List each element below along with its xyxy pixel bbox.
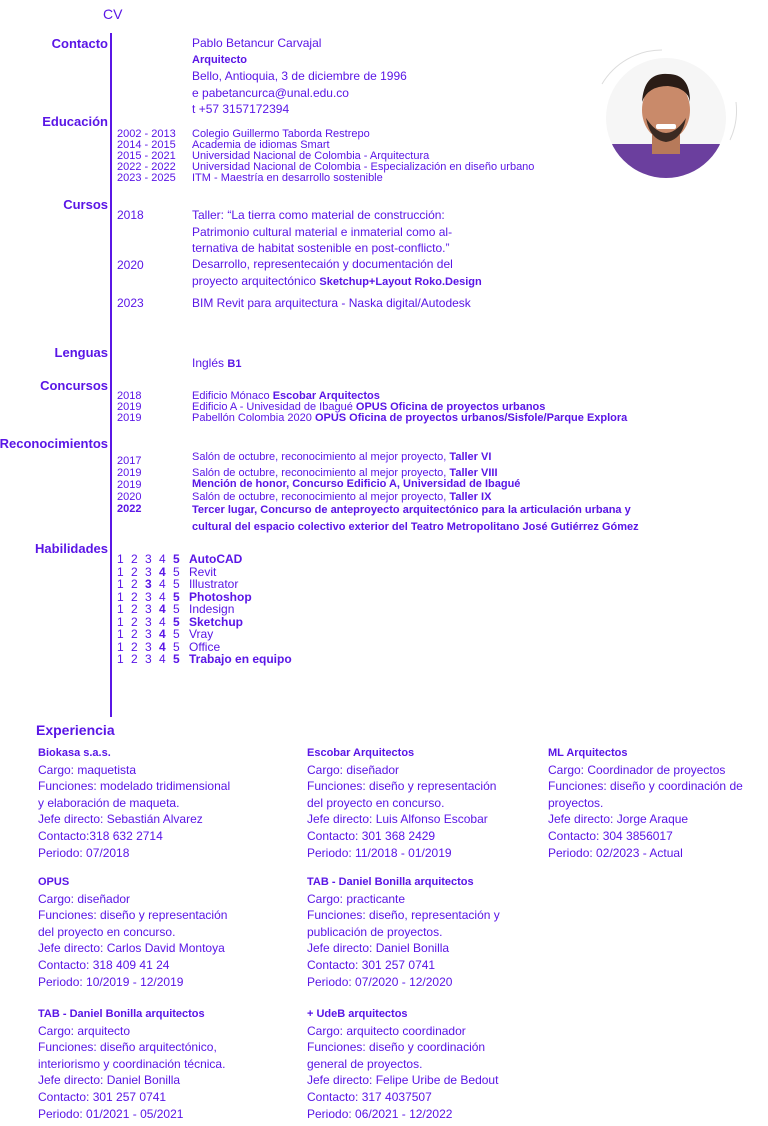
skill-name: Indesign [189,602,235,616]
skill-scale-number: 4 [159,602,166,616]
award-desc: Mención de honor, Concurso Edificio A, Universidad de Ibagué [192,478,521,490]
contest-desc [192,413,627,424]
award-project: Taller VI [449,451,492,463]
skill-scale-number: 4 [159,639,166,654]
experience-detail: Cargo: practicante [307,891,406,906]
experience-detail: Jefe directo: Sebastián Alvarez [38,812,203,827]
skill-scale-number: 5 [173,577,180,591]
contest-org: OPUS Oficina de proyectos urbanos/Sisfole/Parque Explora [314,412,628,424]
experience-detail: Funciones: diseño y representación [38,908,228,923]
experience-detail: Cargo: arquitecto coordinador [307,1023,466,1038]
experience-item [38,1006,225,1122]
skill-scale-number: 1 [117,589,124,604]
skill-name: Sketchup [189,614,244,629]
course-year: 2018 [117,208,144,222]
skill-row [117,566,216,578]
skill-scale-number: 5 [173,639,180,654]
course-line [192,273,482,291]
contest-text: Edificio A - Univesidad de Ibagué [192,401,353,413]
skill-name: Trabajo en equipo [189,652,292,666]
skill-row [117,641,220,653]
skill-row [117,591,252,603]
experience-company: Biokasa s.a.s. [38,747,111,759]
course-line: Patrimonio cultural material e inmaterial como al- [192,225,453,239]
contest-year: 2019 [117,401,142,413]
experience-detail: Periodo: 07/2020 - 12/2020 [307,974,453,989]
award-text: Concurso de anteproyecto arquitectónico para la articulación urbana y [260,504,631,516]
skill-name: AutoCAD [189,552,243,566]
contest-org: Escobar Arquitectos [272,390,380,402]
experience-detail: y elaboración de maqueta. [38,795,180,810]
contact-email-row [192,85,349,102]
skill-name: Revit [189,564,217,579]
award-year: 2019 [117,467,142,479]
experience-company: TAB - Daniel Bonilla arquitectos [307,876,474,888]
experience-item [38,874,227,990]
award-desc-continued: cultural del espacio colectivo exterior del Teatro Metropolitano José Gutiérrez Gómez [192,521,639,533]
contest-year: 2018 [117,390,142,402]
experience-detail: Cargo: diseñador [307,762,400,777]
section-contacto: Contacto [51,36,108,51]
section-reconocimientos: Reconocimientos [0,436,108,451]
experience-detail: del proyecto en concurso. [38,924,176,939]
section-educacion: Educación [42,114,108,129]
skill-scale-number: 2 [131,627,138,641]
award-year: 2022 [117,503,142,515]
course-line: Desarrollo, representecaión y documentación del [192,257,453,271]
skill-scale-number: 1 [117,602,124,616]
experience-item [548,745,743,861]
experience-item [307,1006,498,1122]
skill-scale-number: 4 [159,627,166,641]
experience-detail: Jefe directo: Jorge Araque [548,812,689,827]
contact-email[interactable]: pabetancurca@unal.edu.co [202,86,349,100]
experience-company: TAB - Daniel Bonilla arquitectos [38,1008,205,1020]
section-cursos: Cursos [63,197,108,212]
award-project: Taller IX [449,491,492,503]
experience-detail: Contacto: 301 257 0741 [307,957,436,972]
course-text: proyecto arquitectónico [192,274,317,288]
course-line: BIM Revit para arquitectura - Naska digital/Autodesk [192,296,471,310]
skill-scale-number: 2 [131,589,138,604]
experience-detail: Funciones: diseño y representación [307,779,497,794]
skill-row [117,616,243,628]
course-year: 2020 [117,258,144,272]
skill-scale-number: 2 [131,614,138,629]
experience-detail: Periodo: 01/2021 - 05/2021 [38,1106,184,1121]
education-years: 2015 - 2021 [117,150,176,162]
skill-scale-number: 2 [131,602,138,616]
skill-scale-number: 3 [145,614,152,629]
section-lenguas: Lenguas [54,345,108,360]
award-year: 2020 [117,491,142,503]
skill-name: Office [189,639,221,654]
skill-scale-number: 5 [173,552,180,566]
award-desc [192,452,491,463]
skill-scale-number: 3 [145,577,152,591]
section-habilidades: Habilidades [35,541,108,556]
experience-detail: Cargo: diseñador [38,891,131,906]
contest-year: 2019 [117,412,142,424]
skill-scale-number: 4 [159,614,166,629]
course-line: Taller: “La tierra como material de construcción: [192,208,445,222]
skill-scale-number: 5 [173,602,180,616]
skill-scale-number: 1 [117,639,124,654]
education-desc: Colegio Guillermo Taborda Restrepo [192,128,370,140]
experience-company: Escobar Arquitectos [307,747,415,759]
skill-scale-number: 3 [145,602,152,616]
experience-item [307,874,500,990]
skill-scale-number: 3 [145,552,152,566]
experience-detail: Periodo: 07/2018 [38,845,130,860]
skill-name: Photoshop [189,589,252,604]
experience-detail: Funciones: diseño y coordinación [307,1040,486,1055]
email-prefix: e [192,86,199,100]
skill-scale-number: 4 [159,552,166,566]
experience-detail: Cargo: arquitecto [38,1023,131,1038]
experience-detail: Contacto: 317 4037507 [307,1089,432,1104]
experience-detail: Cargo: maquetista [38,762,137,777]
experience-detail: Periodo: 02/2023 - Actual [548,845,683,860]
experience-detail: general de proyectos. [307,1056,423,1071]
experience-detail: Contacto:318 632 2714 [38,828,163,843]
award-place: Tercer lugar, [192,504,258,516]
experience-company: ML Arquitectos [548,747,628,759]
skill-scale-number: 1 [117,552,124,566]
course-tools: Sketchup+Layout Roko.Design [319,276,482,288]
skill-scale-number: 4 [159,652,166,666]
experience-detail: Jefe directo: Daniel Bonilla [38,1073,181,1088]
experience-detail: Jefe directo: Daniel Bonilla [307,941,450,956]
experience-detail: Contacto: 301 368 2429 [307,828,436,843]
skill-scale-number: 1 [117,614,124,629]
education-years: 2002 - 2013 [117,128,176,140]
experience-detail: Jefe directo: Felipe Uribe de Bedout [307,1073,499,1088]
experience-detail: Contacto: 301 257 0741 [38,1089,167,1104]
language-level: B1 [227,358,242,370]
experience-detail: interiorismo y coordinación técnica. [38,1056,226,1071]
contact-birth: Bello, Antioquia, 3 de diciembre de 1996 [192,69,407,83]
experience-detail: publicación de proyectos. [307,924,443,939]
skill-row [117,578,238,590]
experience-item [307,745,496,861]
phone-prefix: t [192,102,196,116]
contest-org: OPUS Oficina de proyectos urbanos [355,401,546,413]
award-year: 2017 [117,455,142,467]
education-desc: Academia de idiomas Smart [192,139,330,151]
timeline-divider [110,33,112,717]
skill-name: Vray [189,627,214,641]
language-name: Inglés [192,356,225,370]
skill-scale-number: 2 [131,552,138,566]
skill-scale-number: 2 [131,639,138,654]
skill-name: Illustrator [189,577,239,591]
experience-detail: Funciones: diseño arquitectónico, [38,1040,217,1055]
experience-company: OPUS [38,876,70,888]
skill-scale-number: 1 [117,627,124,641]
contact-phone-row [192,101,289,118]
course-line: ternativa de habitat sostenible en post-conflicto.” [192,241,450,255]
award-desc [192,505,631,516]
skill-scale-number: 3 [145,564,152,579]
award-project: Taller VIII [449,467,498,479]
education-years: 2014 - 2015 [117,139,176,151]
skill-scale-number: 5 [173,589,180,604]
experience-detail: Jefe directo: Carlos David Montoya [38,941,225,956]
education-desc: Universidad Nacional de Colombia - Especialización en diseño urbano [192,161,535,173]
skill-scale-number: 3 [145,639,152,654]
contact-title: Arquitecto [192,54,247,66]
skill-scale-number: 1 [117,577,124,591]
experience-detail: Cargo: Coordinador de proyectos [548,762,726,777]
skill-scale-number: 2 [131,564,138,579]
course-year: 2023 [117,296,144,310]
experience-company: + UdeB arquitectos [307,1008,408,1020]
experience-detail: del proyecto en concurso. [307,795,445,810]
contest-text: Edificio Mónaco [192,390,270,402]
profile-photo-frame [592,44,740,192]
skill-scale-number: 1 [117,652,124,666]
experience-detail: Periodo: 11/2018 - 01/2019 [307,845,452,860]
experience-detail: proyectos. [548,795,604,810]
profile-photo [592,44,740,192]
skill-row [117,653,292,665]
experience-detail: Contacto: 304 3856017 [548,828,673,843]
award-year: 2019 [117,479,142,491]
skill-scale-number: 4 [159,577,166,591]
skill-scale-number: 3 [145,627,152,641]
skill-scale-number: 5 [173,627,180,641]
skill-row [117,603,234,615]
skill-scale-number: 3 [145,589,152,604]
award-text: Salón de octubre, reconocimiento al mejor proyecto, [192,467,447,479]
experience-detail: Jefe directo: Luis Alfonso Escobar [307,812,488,827]
education-desc: ITM - Maestría en desarrollo sostenible [192,172,383,184]
skill-scale-number: 5 [173,652,180,666]
education-years: 2022 - 2022 [117,161,176,173]
award-text: Salón de octubre, reconocimiento al mejor proyecto, [192,491,447,503]
award-desc [192,492,491,503]
skill-scale-number: 5 [173,614,180,629]
skill-scale-number: 2 [131,652,138,666]
experience-detail: Funciones: modelado tridimensional [38,779,231,794]
experience-detail: Funciones: diseño y coordinación de [548,779,743,794]
skill-scale-number: 1 [117,564,124,579]
skill-scale-number: 4 [159,564,166,579]
experience-detail: Funciones: diseño, representación y [307,908,500,923]
skill-scale-number: 2 [131,577,138,591]
skill-scale-number: 4 [159,589,166,604]
skill-row [117,628,213,640]
language-row [192,355,241,373]
experience-detail: Contacto: 318 409 41 24 [38,957,170,972]
experience-item [38,745,230,861]
section-concursos: Concursos [40,378,108,393]
cv-heading: CV [103,6,123,22]
education-desc: Universidad Nacional de Colombia - Arquitectura [192,150,430,162]
education-years: 2023 - 2025 [117,172,176,184]
experience-detail: Periodo: 06/2021 - 12/2022 [307,1106,453,1121]
contest-text: Pabellón Colombia 2020 [192,412,312,424]
contact-name: Pablo Betancur Carvajal [192,36,322,50]
experience-detail: Periodo: 10/2019 - 12/2019 [38,974,184,989]
section-experiencia: Experiencia [36,722,115,738]
skill-row [117,553,242,565]
skill-scale-number: 5 [173,564,180,579]
skill-scale-number: 3 [145,652,152,666]
contact-phone[interactable]: +57 3157172394 [198,102,290,116]
award-text: Salón de octubre, reconocimiento al mejor proyecto, [192,451,447,463]
